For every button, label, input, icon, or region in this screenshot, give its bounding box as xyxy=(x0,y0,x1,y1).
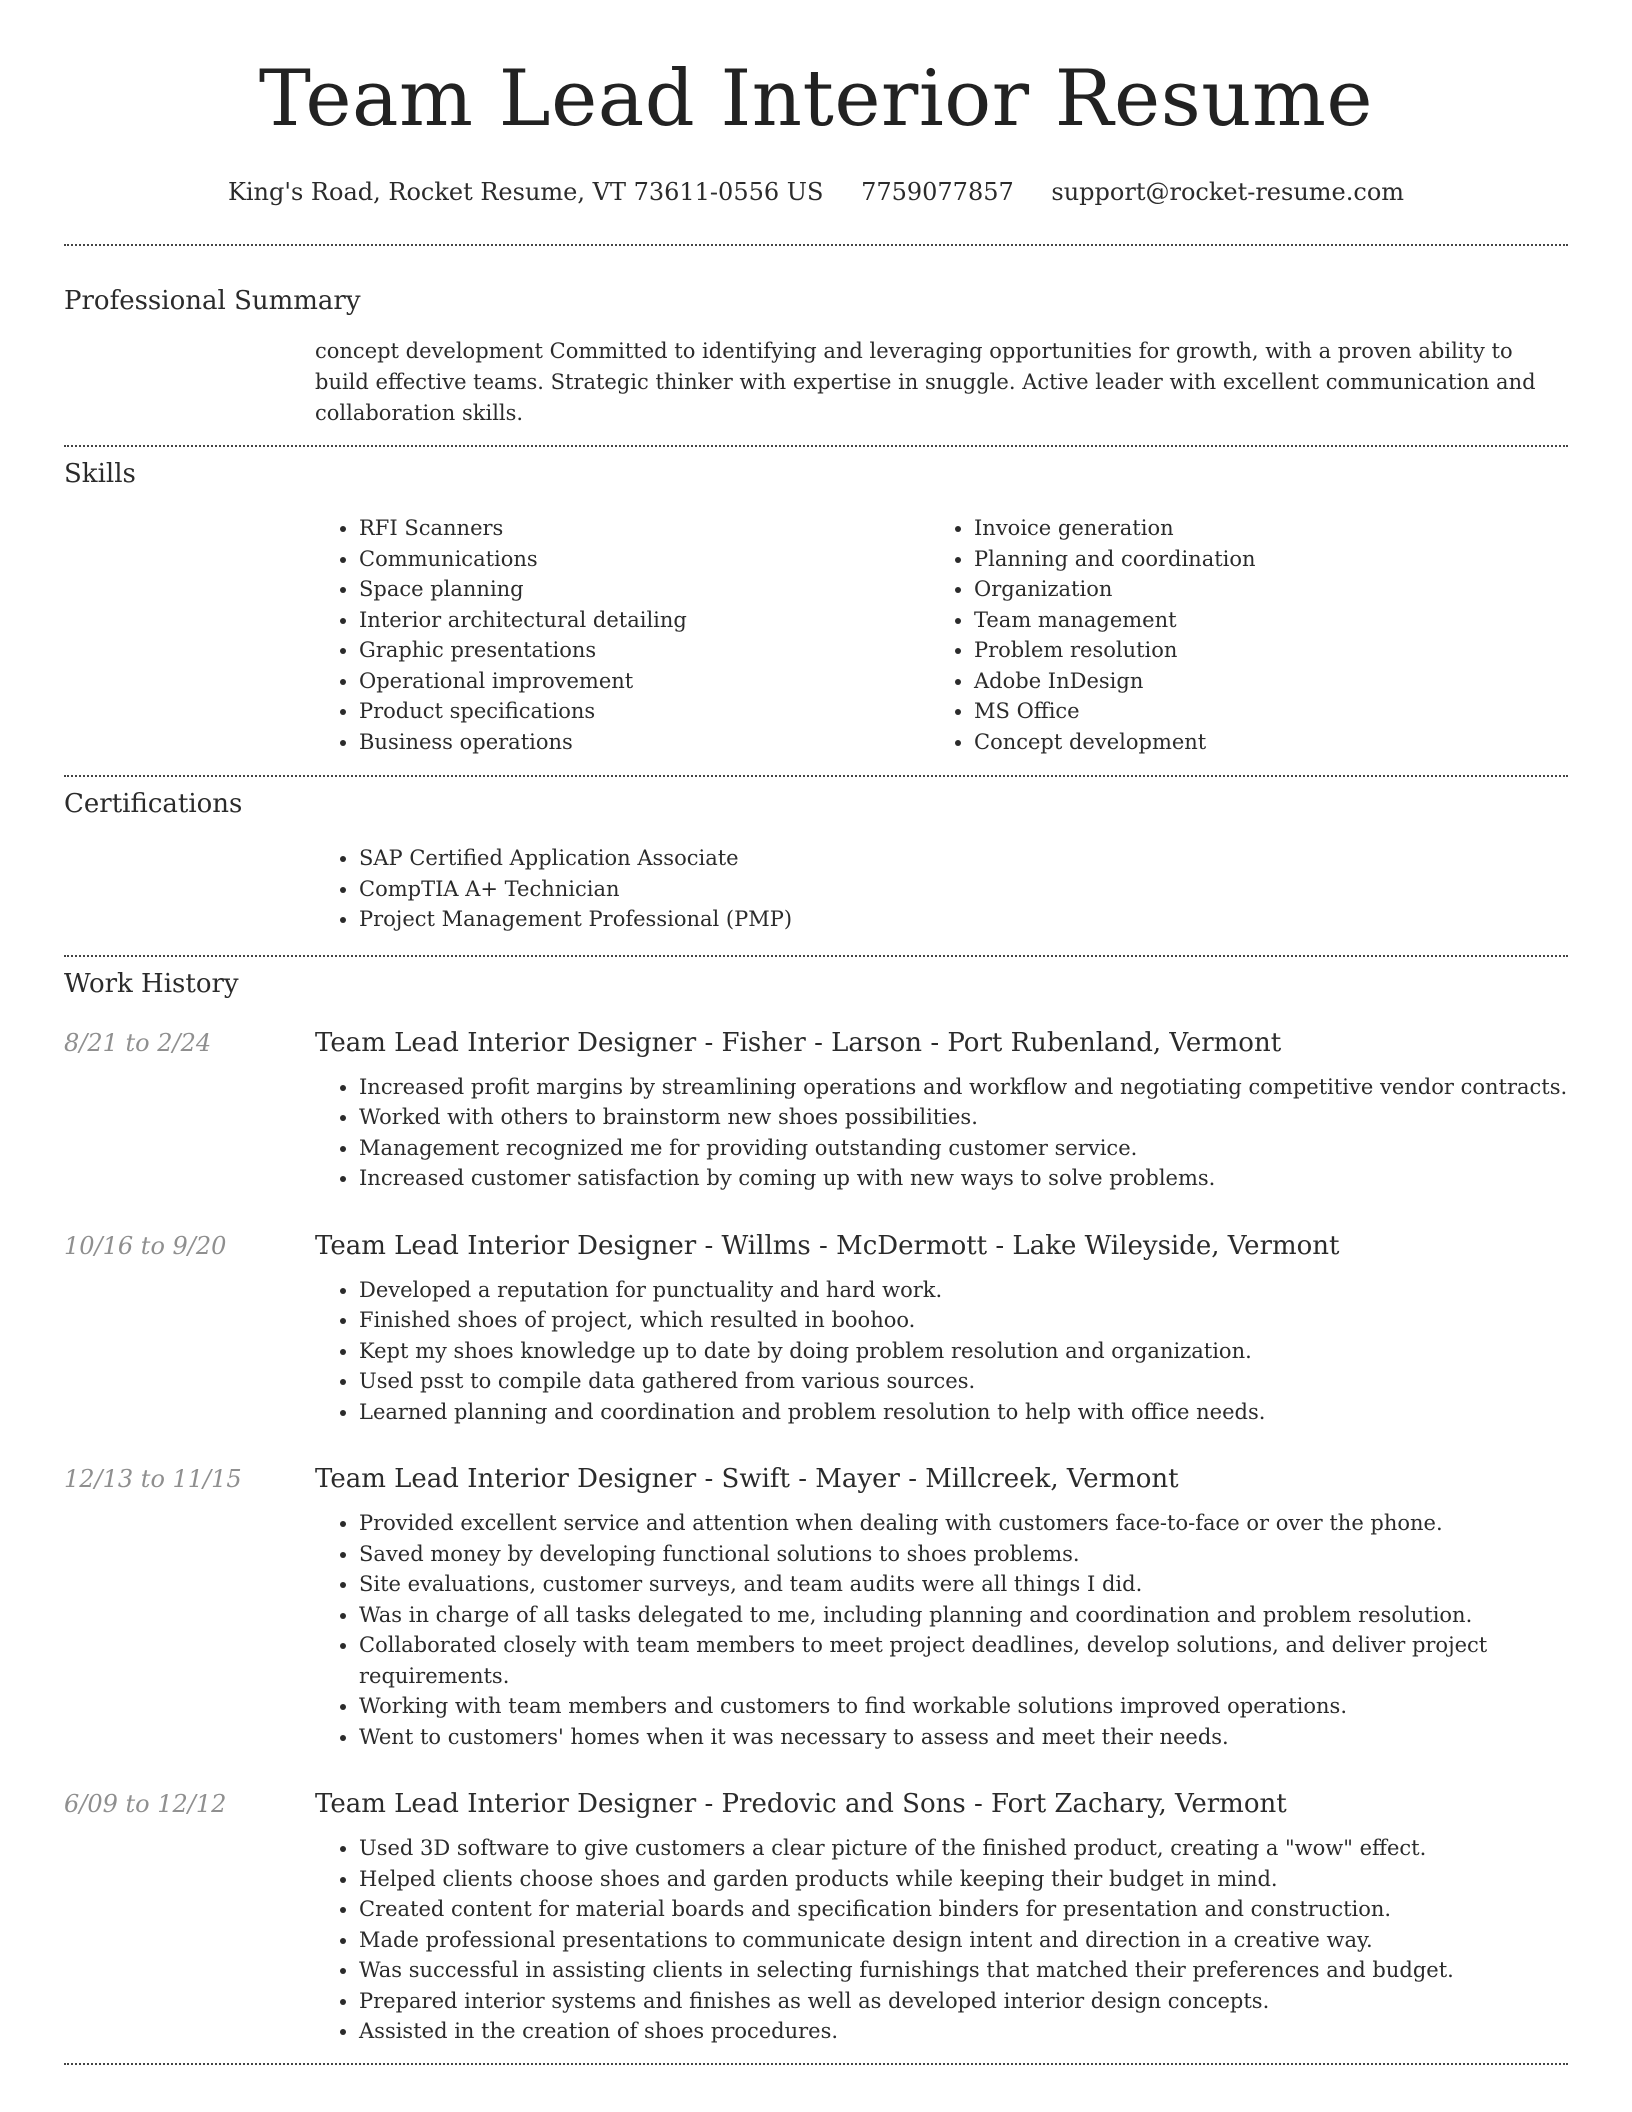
job-bullet: • Assisted in the creation of shoes procedures. xyxy=(359,2016,1568,2047)
contact-line xyxy=(64,178,1568,210)
skill-item: • Operational improvement xyxy=(359,666,930,697)
skill-item: • Organization xyxy=(974,574,1545,605)
skills-list xyxy=(315,513,1568,757)
skill-item: • Graphic presentations xyxy=(359,635,930,666)
skill-item: • Team management xyxy=(974,605,1545,636)
skill-item: • Concept development xyxy=(974,727,1545,758)
job-bullets xyxy=(315,1833,1568,2047)
job-content xyxy=(315,1788,1568,2047)
job-bullet: • Increased profit margins by streamlining operations and workflow and negotiating competitive vendor contracts. xyxy=(359,1072,1568,1103)
certification-item: • CompTIA A+ Technician xyxy=(359,874,1568,905)
skills-column-right xyxy=(930,513,1545,757)
certification-item: • SAP Certified Application Associate xyxy=(359,843,1568,874)
section-heading-certifications: Certifications xyxy=(64,789,243,819)
summary-text: concept development Committed to identifying and leveraging opportunities for growth, with a proven ability to build effective teams. Strategic thinker with expertise in snuggle. Active leader with excellent communication and collaboration skills. xyxy=(315,339,1536,425)
job-bullet: • Prepared interior systems and finishes as well as developed interior design concepts. xyxy=(359,1986,1568,2017)
job-dates: 8/21 to 2/24 xyxy=(64,1028,212,1057)
section-heading-skills: Skills xyxy=(64,459,136,489)
job-bullet: • Used psst to compile data gathered from various sources. xyxy=(359,1366,1568,1397)
certification-item: • Project Management Professional (PMP) xyxy=(359,904,1568,935)
skill-item: • Problem resolution xyxy=(974,635,1545,666)
job-bullet: • Kept my shoes knowledge up to date by doing problem resolution and organization. xyxy=(359,1336,1568,1367)
skills-left-list xyxy=(315,513,930,757)
job-bullet: • Used 3D software to give customers a clear picture of the finished product, creating a "wow" effect. xyxy=(359,1833,1568,1864)
skills-column-left xyxy=(315,513,930,757)
skill-item: • Business operations xyxy=(359,727,930,758)
job-bullet: • Site evaluations, customer surveys, and team audits were all things I did. xyxy=(359,1569,1568,1600)
job-bullet: • Created content for material boards and specification binders for presentation and construction. xyxy=(359,1894,1568,1925)
job-entry xyxy=(64,1230,1568,1428)
job-bullet: • Increased customer satisfaction by coming up with new ways to solve problems. xyxy=(359,1163,1568,1194)
job-bullet: • Was in charge of all tasks delegated to me, including planning and coordination and problem resolution. xyxy=(359,1600,1568,1631)
skill-item: • Communications xyxy=(359,544,930,575)
skill-item: • Product specifications xyxy=(359,696,930,727)
divider xyxy=(64,244,1568,246)
job-title: Team Lead Interior Designer - Fisher - Larson - Port Rubenland, Vermont xyxy=(315,1027,1282,1058)
job-bullet: • Finished shoes of project, which resulted in boohoo. xyxy=(359,1305,1568,1336)
job-content xyxy=(315,1463,1568,1752)
job-bullet: • Management recognized me for providing outstanding customer service. xyxy=(359,1133,1568,1164)
divider xyxy=(64,2063,1568,2065)
job-title: Team Lead Interior Designer - Willms - McDermott - Lake Wileyside, Vermont xyxy=(315,1230,1340,1261)
section-heading-work-history: Work History xyxy=(64,968,239,999)
job-bullet: • Was successful in assisting clients in selecting furnishings that matched their preferences and budget. xyxy=(359,1955,1568,1986)
job-bullets xyxy=(315,1275,1568,1428)
contact-email: support@rocket-resume.com xyxy=(1051,178,1405,206)
skills-right-list xyxy=(930,513,1545,757)
job-bullet: • Saved money by developing functional solutions to shoes problems. xyxy=(359,1539,1568,1570)
contact-address: King's Road, Rocket Resume, VT 73611-0556 US xyxy=(227,178,824,206)
job-bullet: • Worked with others to brainstorm new shoes possibilities. xyxy=(359,1102,1568,1133)
job-bullet: • Provided excellent service and attention when dealing with customers face-to-face or over the phone. xyxy=(359,1508,1568,1539)
resume-page xyxy=(64,0,1568,2065)
skill-item: • Invoice generation xyxy=(974,513,1545,544)
skill-item: • Space planning xyxy=(359,574,930,605)
section-heading-summary: Professional Summary xyxy=(64,286,361,316)
job-bullet: • Collaborated closely with team members to meet project deadlines, develop solutions, and deliver project requirements. xyxy=(359,1630,1568,1691)
job-bullet: • Developed a reputation for punctuality and hard work. xyxy=(359,1275,1568,1306)
job-entry xyxy=(64,1788,1568,2047)
skill-item: • Planning and coordination xyxy=(974,544,1545,575)
certifications-list xyxy=(315,843,1568,935)
job-dates: 12/13 to 11/15 xyxy=(64,1465,242,1493)
job-content xyxy=(315,1230,1568,1428)
job-entry xyxy=(64,1463,1568,1752)
job-bullets xyxy=(315,1508,1568,1752)
job-bullet: • Helped clients choose shoes and garden products while keeping their budget in mind. xyxy=(359,1864,1568,1895)
job-title: Team Lead Interior Designer - Swift - Mayer - Millcreek, Vermont xyxy=(315,1464,1179,1494)
job-entry xyxy=(64,1027,1568,1194)
divider xyxy=(64,445,1568,447)
divider xyxy=(64,775,1568,777)
job-title: Team Lead Interior Designer - Predovic and Sons - Fort Zachary, Vermont xyxy=(315,1789,1287,1819)
job-bullet: • Made professional presentations to communicate design intent and direction in a creative way. xyxy=(359,1925,1568,1956)
job-bullets xyxy=(315,1072,1568,1194)
job-dates: 10/16 to 9/20 xyxy=(64,1231,227,1260)
job-content xyxy=(315,1027,1568,1194)
resume-title: Team Lead Interior Resume xyxy=(258,54,1374,144)
job-bullet: • Learned planning and coordination and problem resolution to help with office needs. xyxy=(359,1397,1568,1428)
job-bullet: • Went to customers' homes when it was necessary to assess and meet their needs. xyxy=(359,1722,1568,1753)
skill-item: • MS Office xyxy=(974,696,1545,727)
certifications-bullets xyxy=(315,843,1568,935)
skill-item: • Interior architectural detailing xyxy=(359,605,930,636)
skill-item: • Adobe InDesign xyxy=(974,666,1545,697)
contact-phone: 7759077857 xyxy=(861,178,1014,206)
divider xyxy=(64,955,1568,957)
skill-item: • RFI Scanners xyxy=(359,513,930,544)
job-bullet: • Working with team members and customers to find workable solutions improved operations. xyxy=(359,1691,1568,1722)
job-dates: 6/09 to 12/12 xyxy=(64,1790,227,1818)
